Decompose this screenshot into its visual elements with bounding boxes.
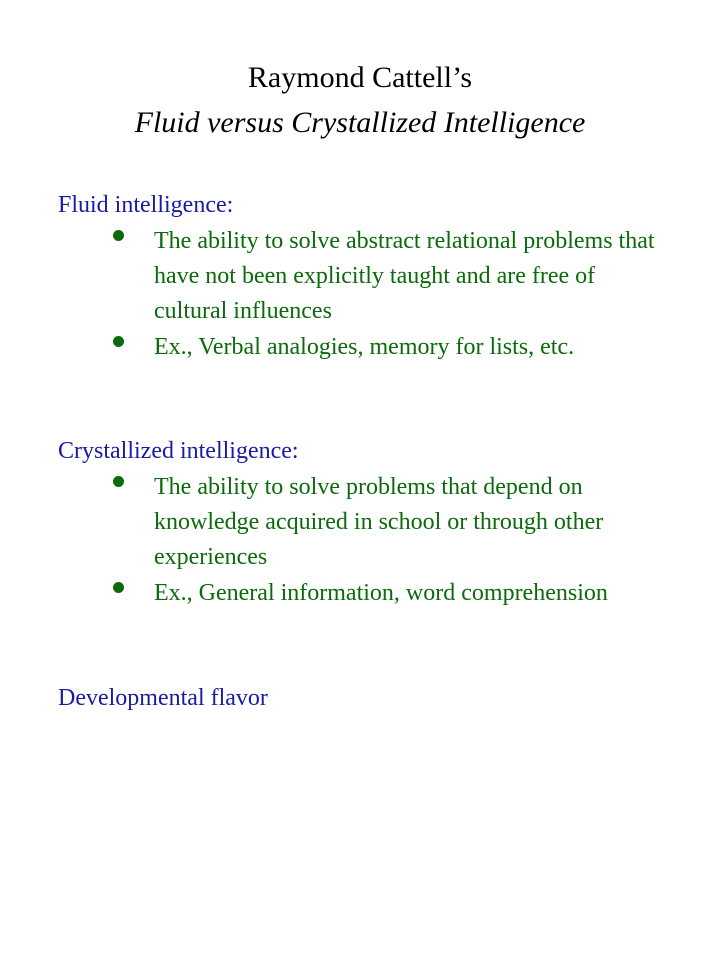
slide-title: Raymond Cattell’s bbox=[247, 61, 473, 94]
bullet-icon bbox=[113, 230, 124, 241]
bullet-crystallized-definition: The ability to solve problems that depend on knowledge acquired in school or through other experiences bbox=[154, 474, 604, 570]
bullet-icon bbox=[113, 336, 124, 347]
bullet-icon bbox=[113, 476, 124, 487]
bullet-fluid-definition: The ability to solve abstract relational problems that have not been explicitly taught and are free of cultural influences bbox=[154, 228, 655, 324]
bullet-crystallized-examples: Ex., General information, word comprehension bbox=[154, 580, 608, 606]
section-heading-fluid: Fluid intelligence: bbox=[58, 192, 234, 218]
slide-subtitle: Fluid versus Crystallized Intelligence bbox=[134, 106, 586, 139]
section-heading-developmental: Developmental flavor bbox=[58, 685, 268, 711]
section-heading-crystallized: Crystallized intelligence: bbox=[58, 438, 299, 464]
bullet-icon bbox=[113, 582, 124, 593]
bullet-fluid-examples: Ex., Verbal analogies, memory for lists, etc. bbox=[154, 334, 575, 360]
